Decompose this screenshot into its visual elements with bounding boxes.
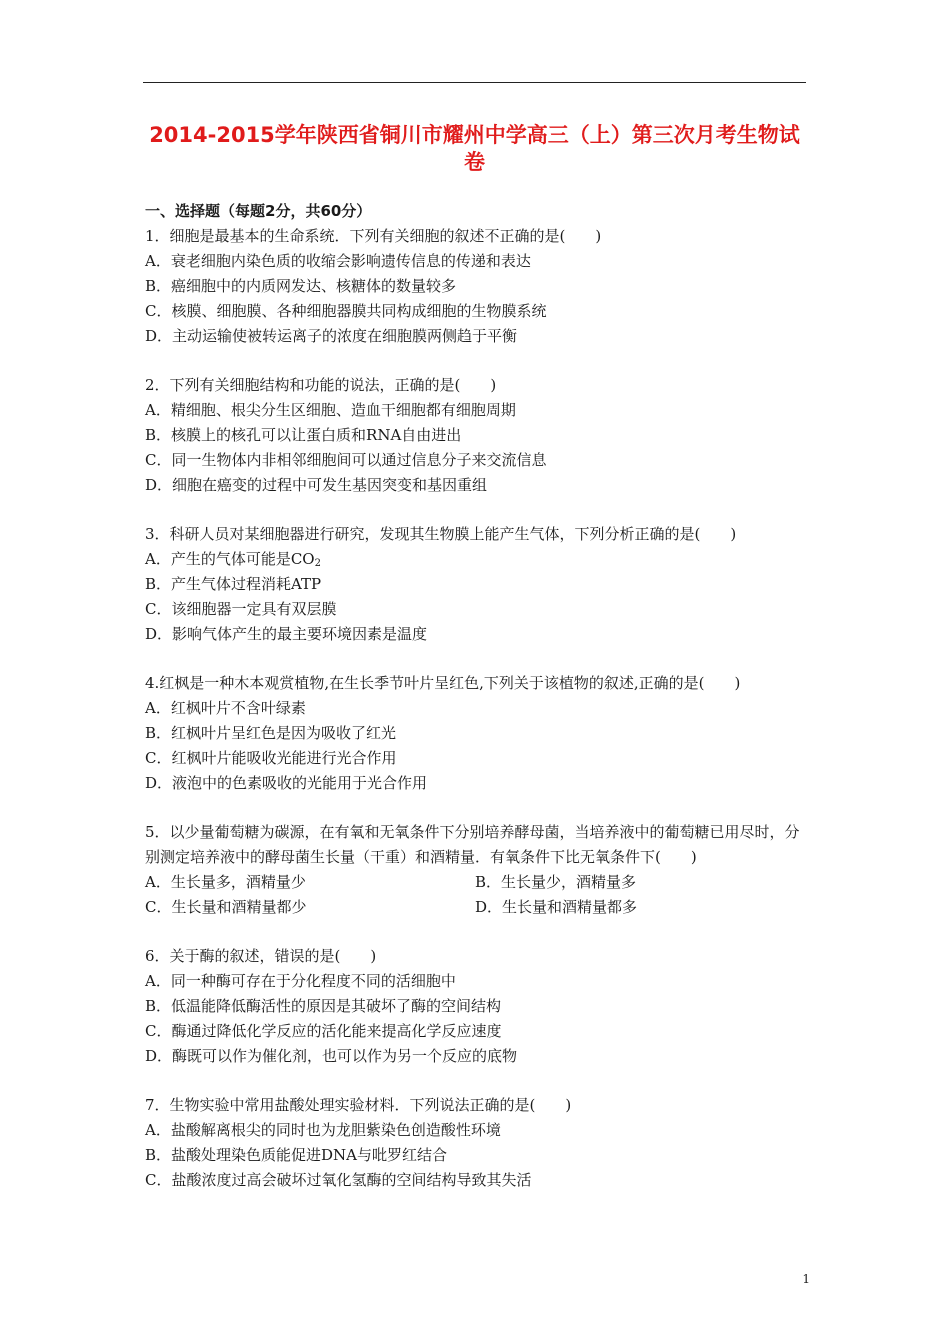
question-5: [145, 820, 810, 920]
question-stem: 6．关于酶的叙述，错误的是( ): [145, 947, 377, 965]
option-a: A．红枫叶片不含叶绿素: [145, 699, 306, 717]
option-a: A．同一种酶可存在于分化程度不同的活细胞中: [145, 972, 456, 990]
header-rule: [143, 82, 806, 83]
option-b: B．产生气体过程消耗ATP: [145, 575, 322, 593]
option-d: D．生长量和酒精量都多: [475, 898, 638, 916]
option-a: A．衰老细胞内染色质的收缩会影响遗传信息的传递和表达: [145, 252, 531, 270]
exam-title: 2014-2015学年陕西省铜川市耀州中学高三（上）第三次月考生物试卷: [149, 123, 800, 174]
option-b: B．红枫叶片呈红色是因为吸收了红光: [145, 724, 397, 742]
question-stem: 1．细胞是最基本的生命系统．下列有关细胞的叙述不正确的是( ): [145, 227, 602, 245]
option-c: C．盐酸浓度过高会破坏过氧化氢酶的空间结构导致其失活: [145, 1171, 532, 1189]
option-grid: [145, 870, 810, 920]
question-stem: 2．下列有关细胞结构和功能的说法，正确的是( ): [145, 376, 497, 394]
question-stem: 5．以少量葡萄糖为碳源，在有氧和无氧条件下分别培养酵母菌，当培养液中的葡萄糖已用尽时，分别测定培养液中的酵母菌生长量（干重）和酒精量．有氧条件下比无氧条件下( ): [145, 823, 800, 866]
page-number: 1: [802, 1272, 810, 1286]
option-c: C．红枫叶片能吸收光能进行光合作用: [145, 749, 397, 767]
question-stem: 4.红枫是一种木本观赏植物,在生长季节叶片呈红色,下列关于该植物的叙述,正确的是( ): [145, 674, 741, 692]
option-b: B．生长量少，酒精量多: [475, 873, 637, 891]
question-6: [145, 944, 810, 1069]
option-a: A．生长量多，酒精量少: [145, 873, 306, 891]
option-d: D．主动运输使被转运离子的浓度在细胞膜两侧趋于平衡: [145, 327, 518, 345]
question-3: [145, 522, 810, 647]
option-d: D．细胞在癌变的过程中可发生基因突变和基因重组: [145, 476, 488, 494]
question-1: [145, 224, 810, 349]
section-heading: 一、选择题（每题2分，共60分）: [145, 202, 372, 220]
option-c: C．酶通过降低化学反应的活化能来提高化学反应速度: [145, 1022, 502, 1040]
option-c: C．该细胞器一定具有双层膜: [145, 600, 337, 618]
option-b: B．核膜上的核孔可以让蛋白质和RNA自由进出: [145, 426, 462, 444]
question-4: [145, 671, 810, 796]
question-2: [145, 373, 810, 498]
option-a: [145, 547, 810, 572]
option-c: C．同一生物体内非相邻细胞间可以通过信息分子来交流信息: [145, 451, 547, 469]
option-d: D．酶既可以作为催化剂，也可以作为另一个反应的底物: [145, 1047, 518, 1065]
option-c: C．生长量和酒精量都少: [145, 898, 307, 916]
option-a: A．精细胞、根尖分生区细胞、造血干细胞都有细胞周期: [145, 401, 516, 419]
option-c: C．核膜、细胞膜、各种细胞器膜共同构成细胞的生物膜系统: [145, 302, 547, 320]
question-list: [145, 224, 810, 1217]
option-b: B．癌细胞中的内质网发达、核糖体的数量较多: [145, 277, 457, 295]
option-a: A．盐酸解离根尖的同时也为龙胆紫染色创造酸性环境: [145, 1121, 501, 1139]
subscript: 2: [314, 558, 321, 569]
question-stem: 7．生物实验中常用盐酸处理实验材料．下列说法正确的是( ): [145, 1096, 572, 1114]
option-b: B．低温能降低酶活性的原因是其破坏了酶的空间结构: [145, 997, 502, 1015]
option-d: D．影响气体产生的最主要环境因素是温度: [145, 625, 428, 643]
option-b: B．盐酸处理染色质能促进DNA与吡罗红结合: [145, 1146, 448, 1164]
question-7: [145, 1093, 810, 1193]
option-d: D．液泡中的色素吸收的光能用于光合作用: [145, 774, 428, 792]
option-a-text: A．产生的气体可能是CO: [145, 550, 315, 568]
question-stem: 3．科研人员对某细胞器进行研究，发现其生物膜上能产生气体，下列分析正确的是( ): [145, 525, 737, 543]
